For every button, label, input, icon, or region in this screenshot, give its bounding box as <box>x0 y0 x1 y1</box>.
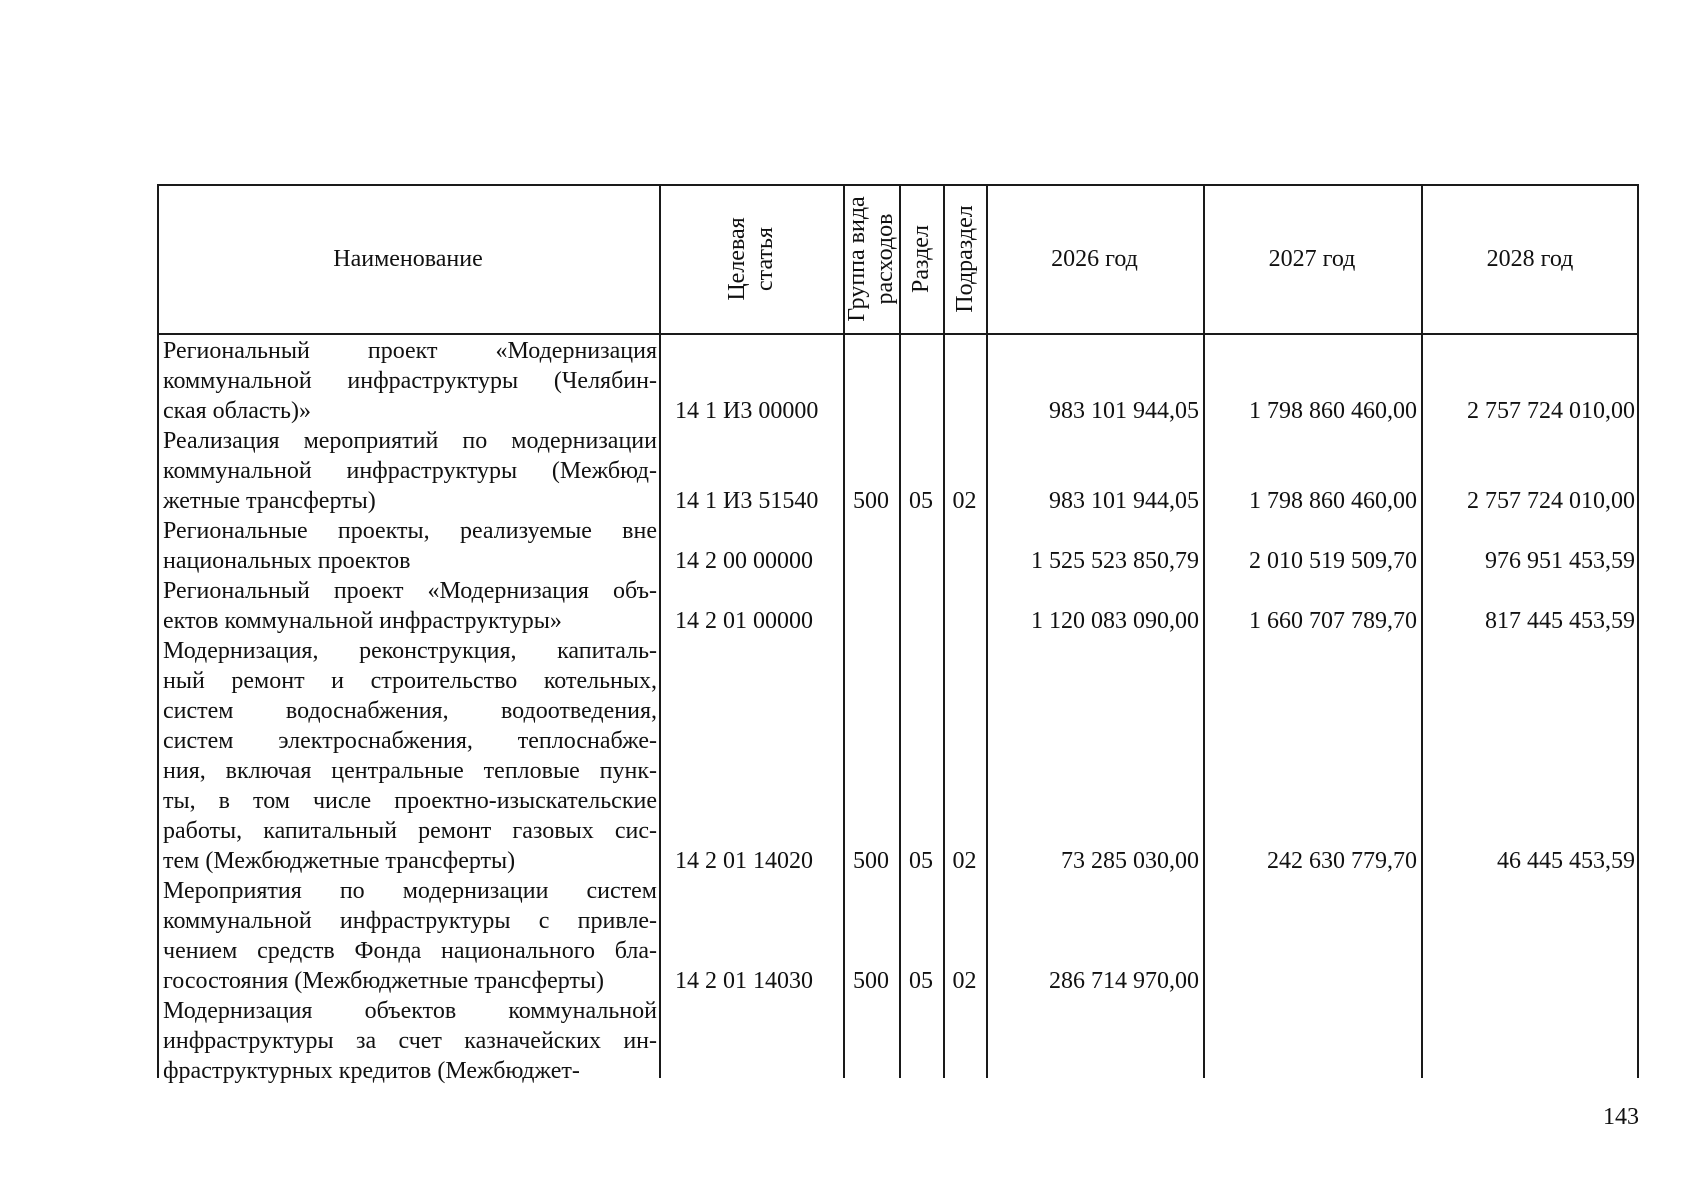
row-name-line: коммунальной инфраструктуры (Челябин- <box>163 368 657 394</box>
row-amount-2027: 1 660 707 789,70 <box>1249 608 1417 634</box>
row-name-line: ектов коммунальной инфраструктуры» <box>163 608 562 634</box>
row-name-line: коммунальной инфраструктуры (Межбюд- <box>163 458 657 484</box>
column-divider <box>157 184 159 1078</box>
row-amount-2028: 46 445 453,59 <box>1497 848 1635 874</box>
row-amount-2026: 73 285 030,00 <box>1061 848 1199 874</box>
header-year-2026: 2026 год <box>1051 245 1138 272</box>
row-name-line: систем водоснабжения, водоотведения, <box>163 698 657 724</box>
row-name-line: национальных проектов <box>163 548 411 574</box>
row-name-line: жетные трансферты) <box>163 488 376 514</box>
row-amount-2027: 242 630 779,70 <box>1267 848 1417 874</box>
row-target-article: 14 2 00 00000 <box>675 548 813 574</box>
row-expense-group: 500 <box>853 488 889 514</box>
header-section-line: Раздел <box>908 224 934 293</box>
row-name <box>163 876 657 996</box>
header-expense-group <box>843 196 899 321</box>
table-top-border <box>157 184 1639 186</box>
row-subsection: 02 <box>952 848 977 874</box>
row-target-article: 14 2 01 14030 <box>675 968 813 994</box>
row-amount-2028: 2 757 724 010,00 <box>1467 488 1635 514</box>
column-divider <box>899 184 901 1078</box>
row-name-line: ный ремонт и строительство котельных, <box>163 668 657 694</box>
header-target-article-line: статья <box>752 226 778 291</box>
row-name-line: Модернизация объектов коммунальной <box>163 998 657 1024</box>
row-name-line: тем (Межбюджетные трансферты) <box>163 848 516 874</box>
row-target-article: 14 2 01 00000 <box>675 608 813 634</box>
header-name: Наименование <box>333 245 483 272</box>
header-subsection-line: Подраздел <box>951 204 978 313</box>
row-name <box>163 426 657 516</box>
row-subsection: 02 <box>952 488 977 514</box>
row-name-line: госостояния (Межбюджетные трансферты) <box>163 968 605 994</box>
row-name-line: коммунальной инфраструктуры с привле- <box>163 908 657 934</box>
row-amount-2028: 817 445 453,59 <box>1485 608 1635 634</box>
row-amount-2026: 1 120 083 090,00 <box>1031 608 1199 634</box>
row-name-line: инфраструктуры за счет казначейских ин- <box>163 1028 657 1054</box>
row-amount-2028: 2 757 724 010,00 <box>1467 398 1635 424</box>
row-amount-2028: 976 951 453,59 <box>1485 548 1635 574</box>
row-name-line: Региональный проект «Модернизация объ- <box>163 578 657 604</box>
header-target-article-line: Целевая <box>724 216 750 301</box>
row-name <box>163 996 657 1086</box>
row-amount-2026: 983 101 944,05 <box>1049 488 1199 514</box>
row-name-line: Региональный проект «Модернизация <box>163 338 657 364</box>
row-name-line: чением средств Фонда национального бла- <box>163 938 657 964</box>
row-name <box>163 576 657 636</box>
row-amount-2027: 1 798 860 460,00 <box>1249 398 1417 424</box>
row-name-line: ты, в том числе проектно-изыскательские <box>163 788 657 814</box>
budget-table <box>157 184 1639 1084</box>
header-year-2028: 2028 год <box>1486 245 1574 272</box>
page-number: 143 <box>1603 1104 1639 1130</box>
row-name-line: фраструктурных кредитов (Межбюджет- <box>163 1058 580 1084</box>
row-name <box>163 516 657 576</box>
row-target-article: 14 1 И3 51540 <box>675 488 819 514</box>
row-name-line: ния, включая центральные тепловые пунк- <box>163 758 657 784</box>
header-bottom-border <box>157 333 1639 335</box>
row-amount-2026: 983 101 944,05 <box>1049 398 1199 424</box>
row-amount-2026: 1 525 523 850,79 <box>1031 548 1199 574</box>
row-name-line: ская область)» <box>163 398 311 424</box>
row-amount-2027: 1 798 860 460,00 <box>1249 488 1417 514</box>
row-expense-group: 500 <box>853 968 889 994</box>
row-name-line: Реализация мероприятий по модернизации <box>163 428 657 454</box>
header-subsection <box>951 205 979 312</box>
column-divider <box>659 184 661 1078</box>
row-section: 05 <box>909 968 933 994</box>
row-amount-2027: 2 010 519 509,70 <box>1249 548 1417 574</box>
header-target-article <box>723 217 779 300</box>
row-target-article: 14 2 01 14020 <box>675 848 813 874</box>
header-expense-group-line: расходов <box>872 213 898 304</box>
row-expense-group: 500 <box>853 848 889 874</box>
header-expense-group-line: Группа вида <box>844 195 870 322</box>
header-year-2027: 2027 год <box>1268 245 1356 272</box>
row-name <box>163 336 657 426</box>
row-name-line: Мероприятия по модернизации систем <box>163 878 657 904</box>
column-divider <box>943 184 945 1078</box>
row-name <box>163 636 657 876</box>
row-name-line: Модернизация, реконструкция, капиталь- <box>163 638 657 664</box>
header-section <box>907 225 935 293</box>
column-divider <box>1637 184 1639 1078</box>
row-name-line: систем электроснабжения, теплоснабже- <box>163 728 657 754</box>
row-name-line: Региональные проекты, реализуемые вне <box>163 518 657 544</box>
row-amount-2026: 286 714 970,00 <box>1049 968 1199 994</box>
row-section: 05 <box>909 848 933 874</box>
row-subsection: 02 <box>952 968 977 994</box>
row-name-line: работы, капитальный ремонт газовых сис- <box>163 818 657 844</box>
row-section: 05 <box>909 488 933 514</box>
row-target-article: 14 1 И3 00000 <box>675 398 819 424</box>
